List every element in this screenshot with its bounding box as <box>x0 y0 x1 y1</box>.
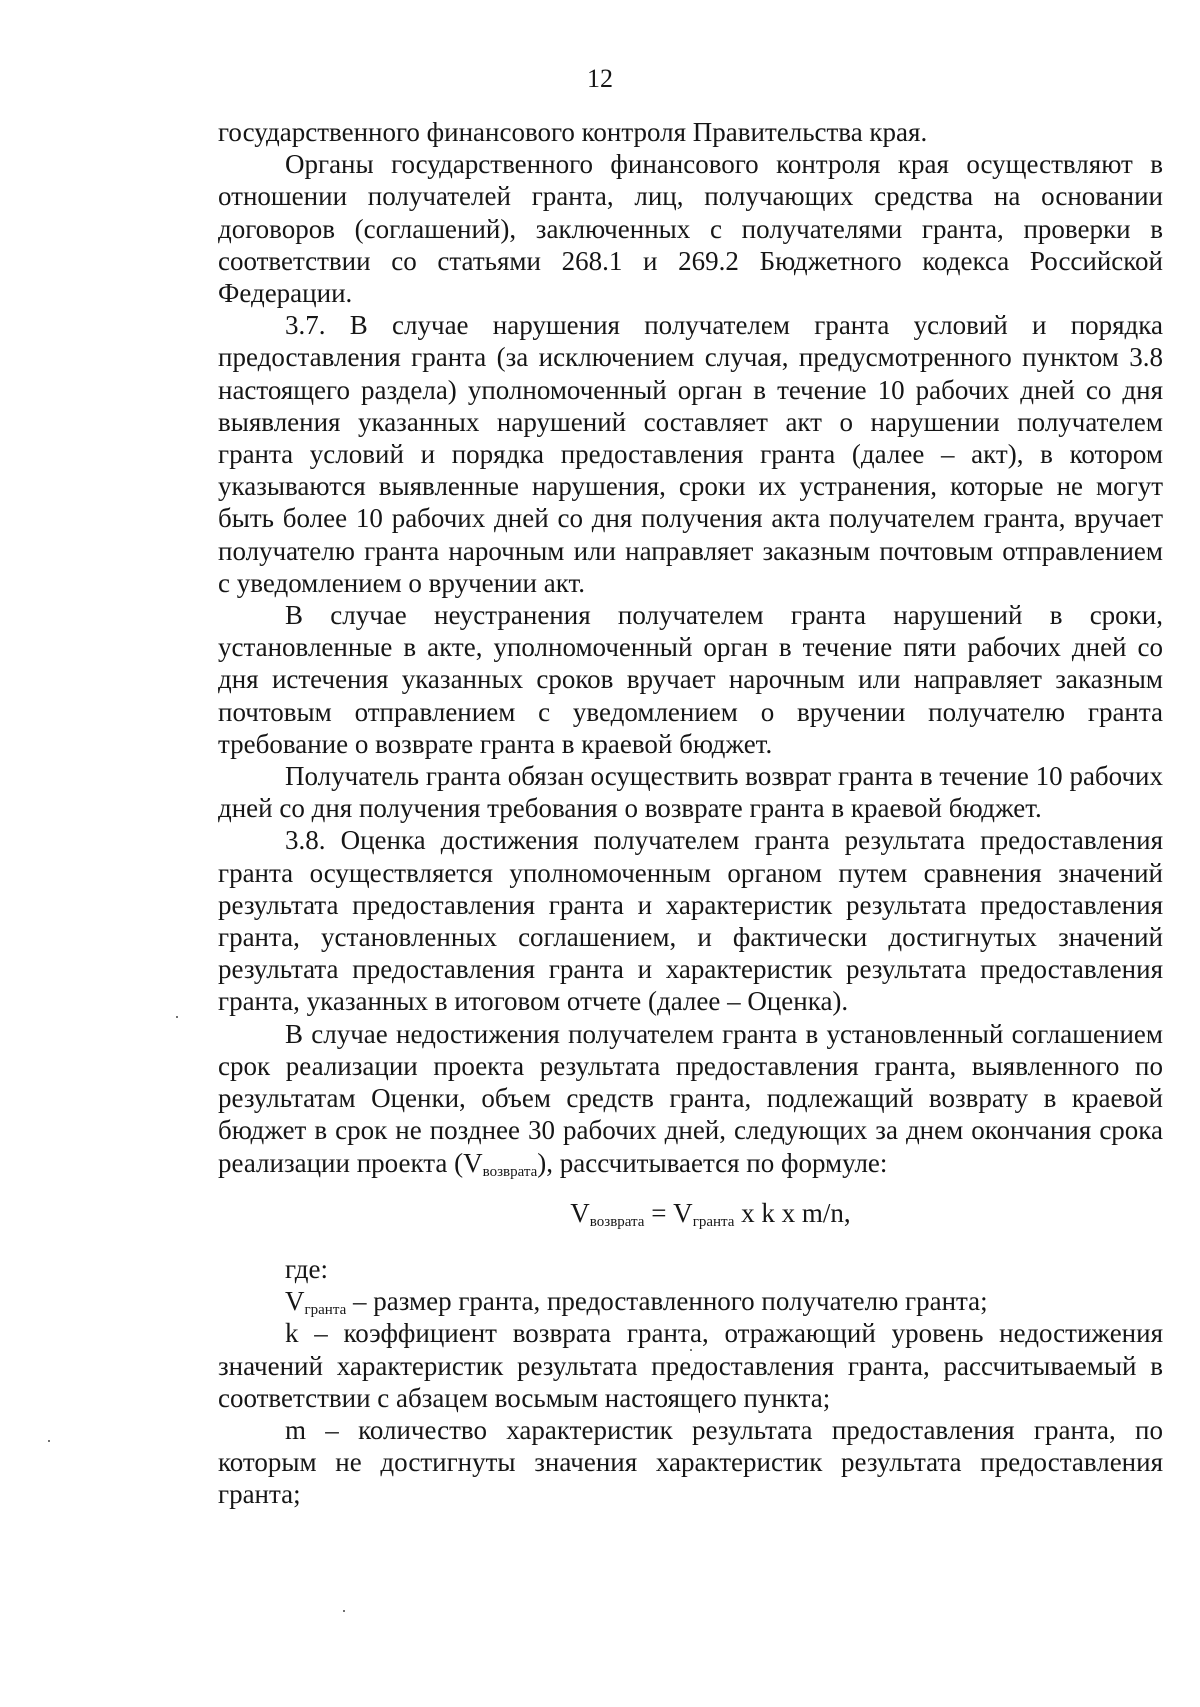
paragraph-5: Получатель гранта обязан осуществить возврат гранта в течение 10 рабочих дней со дня получения требования о возврате гранта в краевой бюджет. <box>218 761 1163 824</box>
document-body <box>218 116 1163 1511</box>
where-label: где: <box>285 1253 328 1284</box>
paragraph-7-subscript: возврата <box>482 1163 538 1180</box>
return-formula <box>218 1197 1163 1229</box>
paragraph-7 <box>218 1018 1163 1179</box>
scan-speck <box>176 1016 178 1018</box>
paragraph-7-tail: ), рассчитывается по формуле: <box>537 1147 888 1178</box>
paragraph-2: Органы государственного финансового контроля края осуществляют в отношении получателей гранта, лиц, получающих средства на основании договоров (соглашений), заключенных с получателями гранта, проверки в соответствии со статьями 268.1 и 269.2 Бюджетного кодекса Российской Федерации. <box>218 149 1163 309</box>
definition-m: m – количество характеристик результата предоставления гранта, по которым не достигнуты значения характеристик результата предоставления гранта; <box>218 1414 1163 1510</box>
scan-speck <box>343 1610 345 1612</box>
scan-speck <box>48 1440 50 1442</box>
scan-speck <box>690 1349 692 1351</box>
formula-v-return: V <box>570 1197 590 1228</box>
definition-v-grant-text: – размер гранта, предоставленного получателю гранта; <box>346 1286 988 1317</box>
paragraph-7-main: В случае недостижения получателем гранта в установленный соглашением срок реализации проекта результата предоставления гранта, выявленного по результатам Оценки, объем средств гранта, подлежащий возврату в краевой бюджет в срок не позднее 30 рабочих дней, следующих за днем окончания срока реализации проекта (V <box>218 1018 1163 1178</box>
page-number: 12 <box>587 64 613 93</box>
paragraph-3-7: 3.7. В случае нарушения получателем гранта условий и порядка предоставления гранта (за исключением случая, предусмотренного пунктом 3.8 настоящего раздела) уполномоченный орган в течение 10 рабочих дней со дня выявления указанных нарушений составляет акт о нарушении получателем гранта условий и порядка предоставления гранта (далее – акт), в котором указываются выявленные нарушения, сроки их устранения, которые не могут быть более 10 рабочих дней со дня получения акта получателем гранта, вручает получателю гранта нарочным или направляет заказным почтовым отправлением с уведомлением о вручении акт. <box>218 310 1163 598</box>
paragraph-4: В случае неустранения получателем гранта нарушений в сроки, установленные в акте, уполномоченный орган в течение пяти рабочих дней со дня истечения указанных сроков вручает нарочным или направляет заказным почтовым отправлением с уведомлением о вручении получателю гранта требование о возврате гранта в краевой бюджет. <box>218 600 1163 759</box>
formula-rest: x k x m/n, <box>734 1197 851 1228</box>
paragraph-1: государственного финансового контроля Правительства края. <box>218 117 928 147</box>
definition-k: k – коэффициент возврата гранта, отражающий уровень недостижения значений характеристик результата предоставления гранта, рассчитываемый в соответствии с абзацем восьмым настоящего пункта; <box>218 1318 1163 1413</box>
definition-v-grant-subscript: гранта <box>304 1302 347 1319</box>
formula-equals-v-grant: = V <box>644 1197 693 1228</box>
definition-v-grant <box>218 1285 1163 1317</box>
paragraph-3-8: 3.8. Оценка достижения получателем гранта результата предоставления гранта осуществляется уполномоченным органом путем сравнения значений результата предоставления гранта и характеристик результата предоставления гранта, установленных соглашением, и фактически достигнутых значений результата предоставления гранта и характеристик результата предоставления гранта, указанных в итоговом отчете (далее – Оценка). <box>218 825 1163 1017</box>
formula-v-return-subscript: возврата <box>589 1213 645 1230</box>
definition-v-grant-var: V <box>285 1286 305 1317</box>
formula-v-grant-subscript: гранта <box>692 1213 735 1230</box>
